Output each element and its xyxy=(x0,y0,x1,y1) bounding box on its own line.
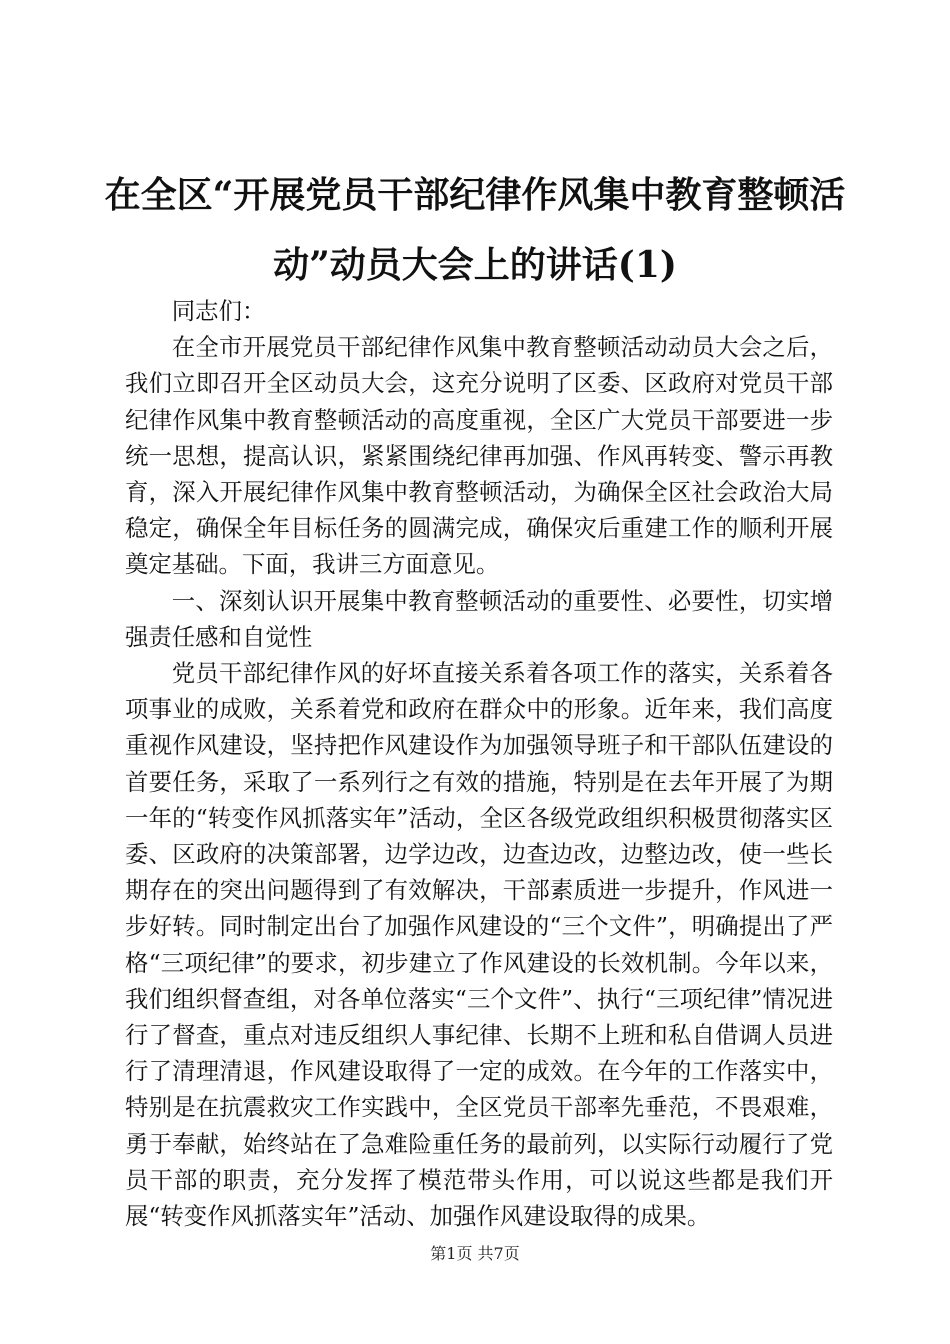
body-paragraph: 党员干部纪律作风的好坏直接关系着各项工作的落实，关系着各项事业的成败，关系着党和政府在群众中的形象。近年来，我们高度重视作风建设，坚持把作风建设作为加强领导班子和干部队伍建设的首要任务，采取了一系列行之有效的措施，特别是在去年开展了为期一年的“转变作风抓落实年”活动，全区各级党政组织积极贯彻落实区委、区政府的决策部署，边学边改，边查边改，边整边改，使一些长期存在的突出问题得到了有效解决，干部素质进一步提升，作风进一步好转。同时制定出台了加强作风建设的“三个文件”，明确提出了严格“三项纪律”的要求，初步建立了作风建设的长效机制。今年以来，我们组织督查组，对各单位落实“三个文件”、执行“三项纪律”情况进行了督查，重点对违反组织人事纪律、长期不上班和私自借调人员进行了清理清退，作风建设取得了一定的成效。在今年的工作落实中，特别是在抗震救灾工作实践中，全区党员干部率先垂范，不畏艰难，勇于奉献，始终站在了急难险重任务的最前列，以实际行动履行了党员干部的职责，充分发挥了模范带头作用，可以说这些都是我们开展“转变作风抓落实年”活动、加强作风建设取得的成果。 xyxy=(125,659,833,1231)
document-title: 在全区“开展党员干部纪律作风集中教育整顿活动”动员大会上的讲话(1) xyxy=(104,174,846,286)
document-body xyxy=(125,293,833,1234)
section-heading: 一、深刻认识开展集中教育整顿活动的重要性、必要性，切实增强责任感和自觉性 xyxy=(125,586,833,651)
salutation-paragraph: 同志们： xyxy=(171,297,266,325)
body-paragraph: 在全市开展党员干部纪律作风集中教育整顿活动动员大会之后，我们立即召开全区动员大会，这充分说明了区委、区政府对党员干部纪律作风集中教育整顿活动的高度重视，全区广大党员干部要进一步统一思想，提高认识，紧紧围绕纪律再加强、作风再转变、警示再教育，深入开展纪律作风集中教育整顿活动，为确保全区社会政治大局稳定，确保全年目标任务的圆满完成，确保灾后重建工作的顺利开展奠定基础。下面，我讲三方面意见。 xyxy=(125,333,833,579)
page-number-footer: 第1页 共7页 xyxy=(430,1244,520,1263)
